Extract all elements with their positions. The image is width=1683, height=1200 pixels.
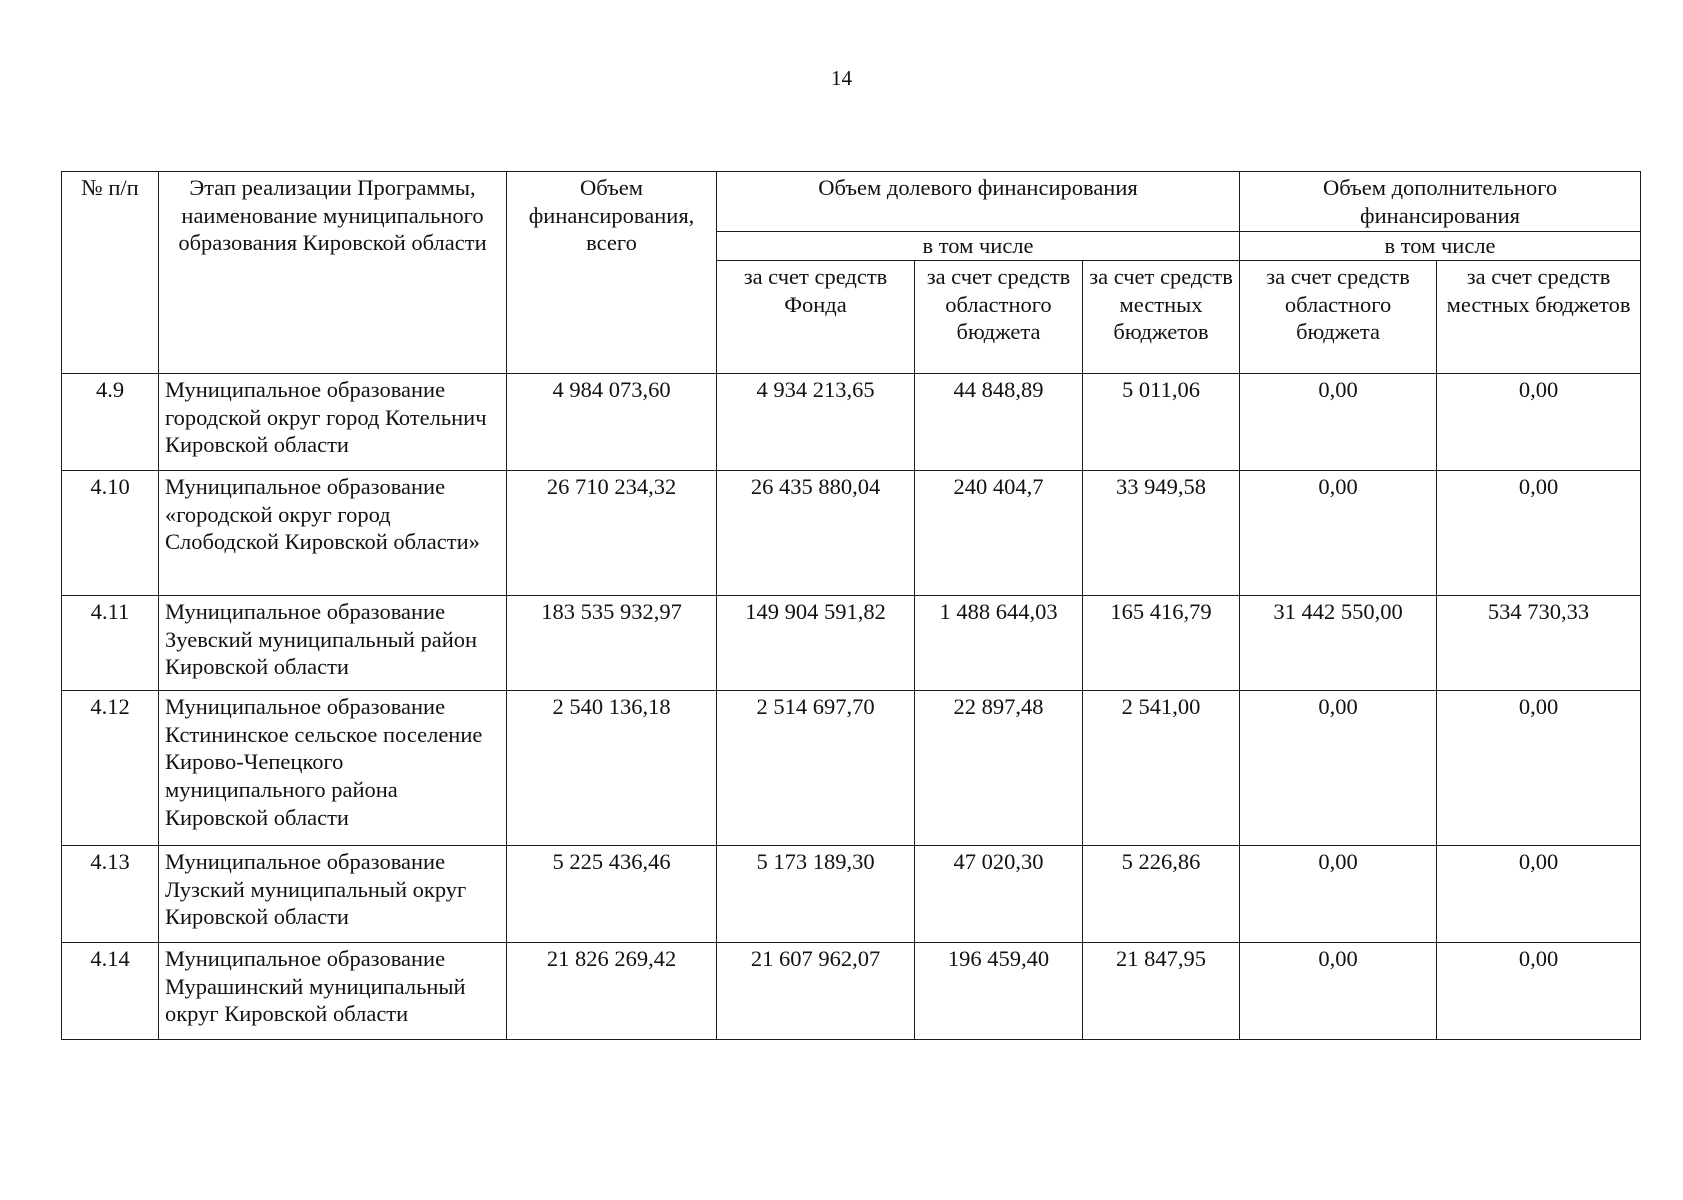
table-row	[62, 374, 1641, 471]
header-share-fund: за счет средств Фонда	[717, 261, 915, 374]
page-number: 14	[831, 66, 852, 90]
row-number: 4.13	[62, 846, 159, 943]
regional-amount: 1 488 644,03	[915, 596, 1083, 691]
header-number: № п/п	[62, 172, 159, 374]
header-extra-local: за счет средств местных бюджетов	[1437, 261, 1641, 374]
municipality-name: Муниципальное образование Мурашинский муниципальный округ Кировской области	[159, 943, 507, 1040]
header-share-group: Объем долевого финансирования	[717, 172, 1240, 232]
regional-amount: 240 404,7	[915, 471, 1083, 596]
row-number: 4.12	[62, 691, 159, 846]
table-row	[62, 691, 1641, 846]
extra-local-amount: 0,00	[1437, 471, 1641, 596]
fund-amount: 149 904 591,82	[717, 596, 915, 691]
municipality-name: Муниципальное образование Лузский муниципальный округ Кировской области	[159, 846, 507, 943]
local-amount: 5 011,06	[1083, 374, 1240, 471]
municipality-name: Муниципальное образование Кстининское сельское поселение Кирово-Чепецкого муниципального района Кировской области	[159, 691, 507, 846]
row-number: 4.14	[62, 943, 159, 1040]
total-amount: 183 535 932,97	[507, 596, 717, 691]
municipality-name: Муниципальное образование Зуевский муниципальный район Кировской области	[159, 596, 507, 691]
fund-amount: 26 435 880,04	[717, 471, 915, 596]
local-amount: 21 847,95	[1083, 943, 1240, 1040]
header-extra-group: Объем дополнительного финансирования	[1240, 172, 1641, 232]
header-extra-regional: за счет средств областного бюджета	[1240, 261, 1437, 374]
extra-regional-amount: 0,00	[1240, 691, 1437, 846]
regional-amount: 196 459,40	[915, 943, 1083, 1040]
table-row	[62, 596, 1641, 691]
extra-regional-amount: 0,00	[1240, 943, 1437, 1040]
financing-table	[61, 171, 1641, 1040]
total-amount: 4 984 073,60	[507, 374, 717, 471]
extra-local-amount: 534 730,33	[1437, 596, 1641, 691]
extra-regional-amount: 0,00	[1240, 471, 1437, 596]
local-amount: 165 416,79	[1083, 596, 1240, 691]
header-share-local: за счет средств местных бюджетов	[1083, 261, 1240, 374]
regional-amount: 44 848,89	[915, 374, 1083, 471]
extra-local-amount: 0,00	[1437, 846, 1641, 943]
fund-amount: 5 173 189,30	[717, 846, 915, 943]
municipality-name: Муниципальное образование городской округ город Котельнич Кировской области	[159, 374, 507, 471]
header-share-including: в том числе	[717, 232, 1240, 261]
total-amount: 21 826 269,42	[507, 943, 717, 1040]
header-stage: Этап реализации Программы, наименование муниципального образования Кировской области	[159, 172, 507, 374]
extra-local-amount: 0,00	[1437, 374, 1641, 471]
header-row	[62, 172, 1641, 232]
total-amount: 26 710 234,32	[507, 471, 717, 596]
fund-amount: 2 514 697,70	[717, 691, 915, 846]
extra-local-amount: 0,00	[1437, 691, 1641, 846]
table-row	[62, 846, 1641, 943]
header-share-regional: за счет средств областного бюджета	[915, 261, 1083, 374]
local-amount: 5 226,86	[1083, 846, 1240, 943]
fund-amount: 21 607 962,07	[717, 943, 915, 1040]
extra-regional-amount: 0,00	[1240, 846, 1437, 943]
row-number: 4.10	[62, 471, 159, 596]
regional-amount: 47 020,30	[915, 846, 1083, 943]
extra-local-amount: 0,00	[1437, 943, 1641, 1040]
header-total: Объем финансирования, всего	[507, 172, 717, 374]
table-row	[62, 943, 1641, 1040]
row-number: 4.9	[62, 374, 159, 471]
extra-regional-amount: 31 442 550,00	[1240, 596, 1437, 691]
total-amount: 2 540 136,18	[507, 691, 717, 846]
total-amount: 5 225 436,46	[507, 846, 717, 943]
local-amount: 2 541,00	[1083, 691, 1240, 846]
table-row	[62, 471, 1641, 596]
municipality-name: Муниципальное образование «городской округ город Слободской Кировской области»	[159, 471, 507, 596]
fund-amount: 4 934 213,65	[717, 374, 915, 471]
row-number: 4.11	[62, 596, 159, 691]
extra-regional-amount: 0,00	[1240, 374, 1437, 471]
local-amount: 33 949,58	[1083, 471, 1240, 596]
header-extra-including: в том числе	[1240, 232, 1641, 261]
regional-amount: 22 897,48	[915, 691, 1083, 846]
